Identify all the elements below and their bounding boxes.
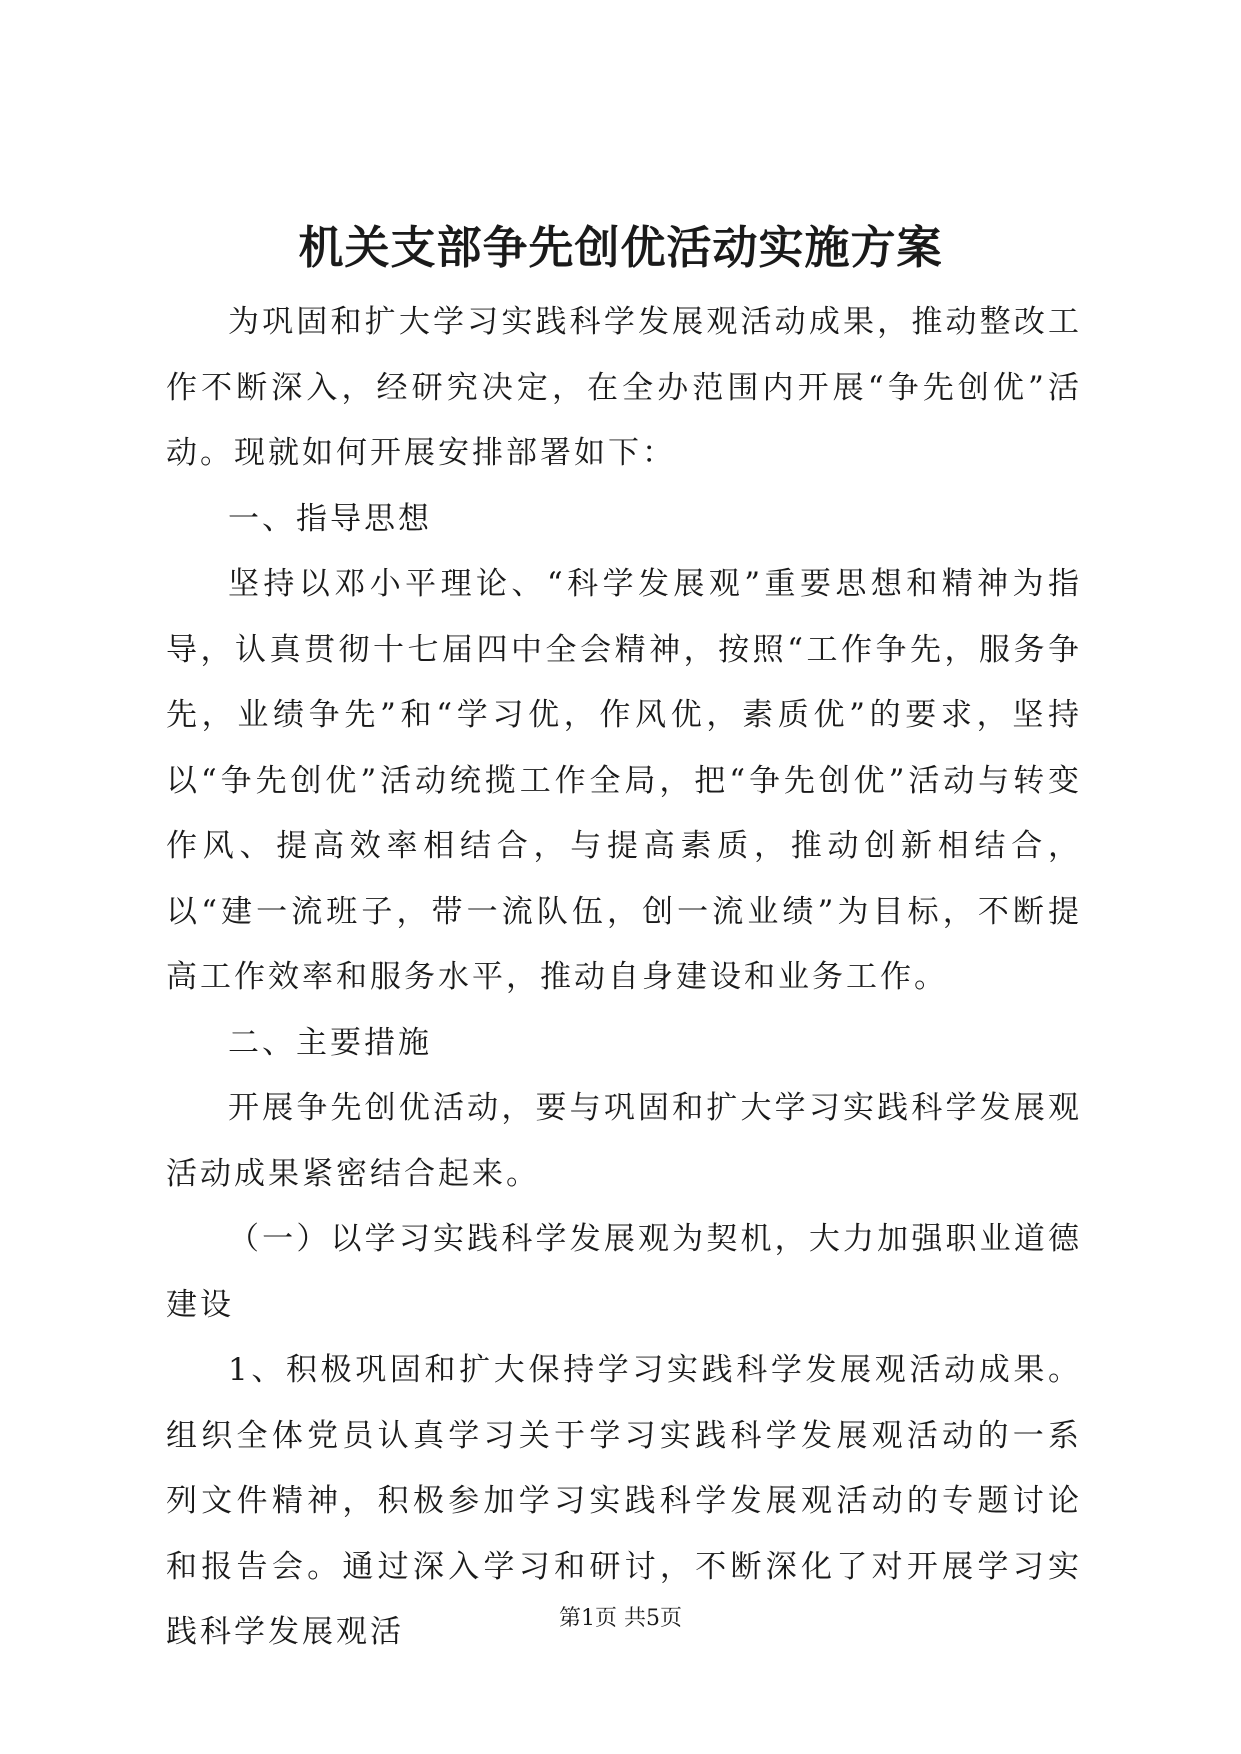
intro-paragraph: 为巩固和扩大学习实践科学发展观活动成果，推动整改工作不断深入，经研究决定，在全办范围内开展“争先创优”活动。现就如何开展安排部署如下： <box>166 304 1082 471</box>
page-footer <box>0 1604 1241 1634</box>
page-number: 第1页 共5页 <box>559 1606 682 1631</box>
document-title: 机关支部争先创优活动实施方案 <box>298 221 943 274</box>
item-1-paragraph: 1、积极巩固和扩大保持学习实践科学发展观活动成果。组织全体党员认真学习关于学习实践科学发展观活动的一系列文件精神，积极参加学习实践科学发展观活动的专题讨论和报告会。通过深入学习和研讨，不断深化了对开展学习实践科学发展观活 <box>166 1352 1082 1650</box>
guiding-ideology-paragraph: 坚持以邓小平理论、“科学发展观”重要思想和精神为指导，认真贯彻十七届四中全会精神，按照“工作争先，服务争先，业绩争先”和“学习优，作风优，素质优”的要求，坚持以“争先创优”活动统揽工作全局，把“争先创优”活动与转变作风、提高效率相结合，与提高素质，推动创新相结合，以“建一流班子，带一流队伍，创一流业绩”为目标，不断提高工作效率和服务水平，推动自身建设和业务工作。 <box>166 566 1082 995</box>
document-body <box>166 290 1082 1666</box>
main-measures-paragraph: 开展争先创优活动，要与巩固和扩大学习实践科学发展观活动成果紧密结合起来。 <box>166 1090 1082 1192</box>
section-heading-main-measures: 二、主要措施 <box>228 1024 432 1061</box>
subsection-heading-1: （一）以学习实践科学发展观为契机，大力加强职业道德建设 <box>166 1221 1082 1323</box>
section-heading-guiding-ideology: 一、指导思想 <box>228 500 432 537</box>
